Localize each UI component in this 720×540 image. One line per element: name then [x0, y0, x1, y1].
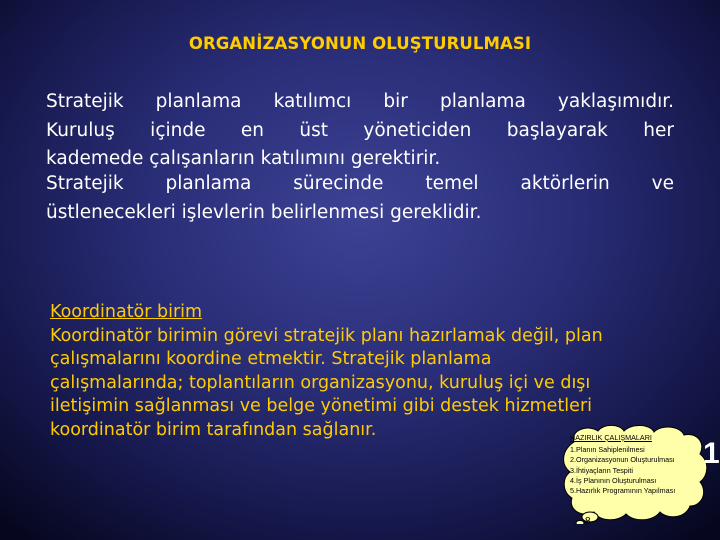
sticker-number: 8	[585, 516, 591, 527]
coordinator-line: Koordinatör birimin görevi stratejik planı hazırlamak değil, plan	[50, 325, 603, 346]
actors-line: Stratejik planlama sürecinde temel aktörlerin ve	[46, 173, 674, 194]
page-number: 1	[703, 437, 720, 470]
coordinator-line: çalışmalarında; toplantıların organizasyonu, kuruluş içi ve dışı	[50, 372, 591, 393]
sticker-item: 2.Organizasyonun Oluşturulması	[570, 455, 675, 465]
coordinator-heading: Koordinatör birim	[50, 302, 203, 322]
coordinator-section	[50, 301, 660, 442]
sticker-heading: HAZIRLIK ÇALIŞMALARI	[570, 433, 652, 442]
actors-line: üstlenecekleri işlevlerin belirlenmesi gereklidir.	[46, 201, 482, 223]
intro-line: Stratejik planlama katılımcı bir planlama yaklaşımıdır.	[46, 91, 674, 112]
intro-line: Kuruluş içinde en üst yöneticiden başlayarak her	[46, 119, 674, 141]
slide-title: ORGANİZASYONUN OLUŞTURULMASI	[188, 34, 532, 53]
sticker-item: 4.İş Planının Oluşturulması	[570, 475, 657, 485]
coordinator-line: koordinatör birim tarafından sağlanır.	[50, 419, 377, 440]
sticker-item: 1.Planın Sahiplenilmesi	[570, 445, 645, 455]
actors-paragraph	[46, 170, 674, 227]
intro-paragraph	[46, 88, 674, 174]
sticker-item: 3.İhtiyaçların Tespiti	[570, 465, 633, 475]
sticker-text	[570, 433, 705, 496]
coordinator-line: iletişimin sağlanması ve belge yönetimi gibi destek hizmetleri	[50, 396, 592, 416]
preparation-cloud-sticker[interactable]	[560, 424, 710, 524]
intro-line: kademede çalışanların katılımını gerektirir.	[46, 148, 441, 169]
sticker-item: 5.Hazırlık Programının Yapılması	[570, 486, 676, 496]
coordinator-line: çalışmalarını koordine etmektir. Stratejik planlama	[50, 349, 492, 369]
